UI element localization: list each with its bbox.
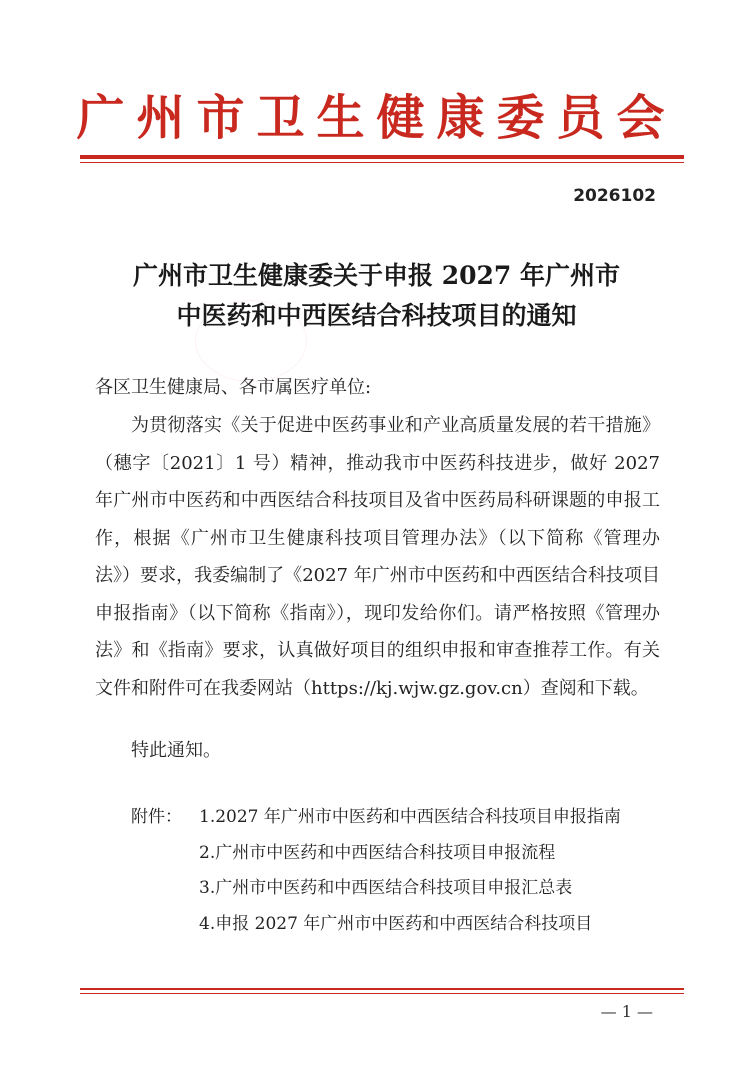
closing-line: 特此通知。 (131, 740, 221, 761)
attachment-item (131, 907, 671, 943)
footer-rule (80, 988, 684, 990)
attachments-list (131, 800, 671, 942)
header-rule (80, 155, 684, 159)
attachment-text: 3.广州市中医药和中西医结合科技项目申报汇总表 (199, 878, 573, 898)
page-number: — 1 — (600, 1002, 653, 1021)
title-line-1: 广州市卫生健康委关于申报 2027 年广州市 (133, 261, 620, 290)
salutation: 各区卫生健康局、各市属医疗单位: (95, 377, 372, 398)
footer-rule-thin (80, 993, 684, 994)
body-paragraph: 为贯彻落实《关于促进中医药事业和产业高质量发展的若干措施》（穗字〔2021〕1 号）精神，推动我市中医药科技进步，做好 2027 年广州市中医药和中西医结合科技项目及省中医药局科研课题的申报工作，根据《广州市卫生健康科技项目管理办法》（以下简称《管理办法》）要求，我委编制了《2027 年广州市中医药和中西医结合科技项目申报指南》（以下简称《指南》），现印发给你们。请严格按照《管理办法》和《指南》要求，认真做好项目的组织申报和审查推荐工作。有关文件和附件可在我委网站（https://kj.wjw.gz.gov.cn）查阅和下载。 (95, 415, 660, 699)
attachment-item (131, 836, 671, 872)
document-number: 2026102 (573, 186, 656, 206)
attachment-text: 2.广州市中医药和中西医结合科技项目申报流程 (199, 842, 556, 863)
attachments-label: 附件： (131, 807, 182, 827)
header-rule-thin (80, 162, 684, 163)
document-title (90, 256, 663, 336)
attachment-item (131, 871, 671, 907)
title-line-2: 中医药和中西医结合科技项目的通知 (176, 301, 577, 330)
attachment-text: 4.申报 2027 年广州市中医药和中西医结合科技项目 (199, 913, 593, 934)
attachment-text: 1.2027 年广州市中医药和中西医结合科技项目申报指南 (199, 807, 621, 827)
attachment-item (131, 800, 671, 836)
masthead: 广州市卫生健康委员会 (76, 90, 677, 146)
